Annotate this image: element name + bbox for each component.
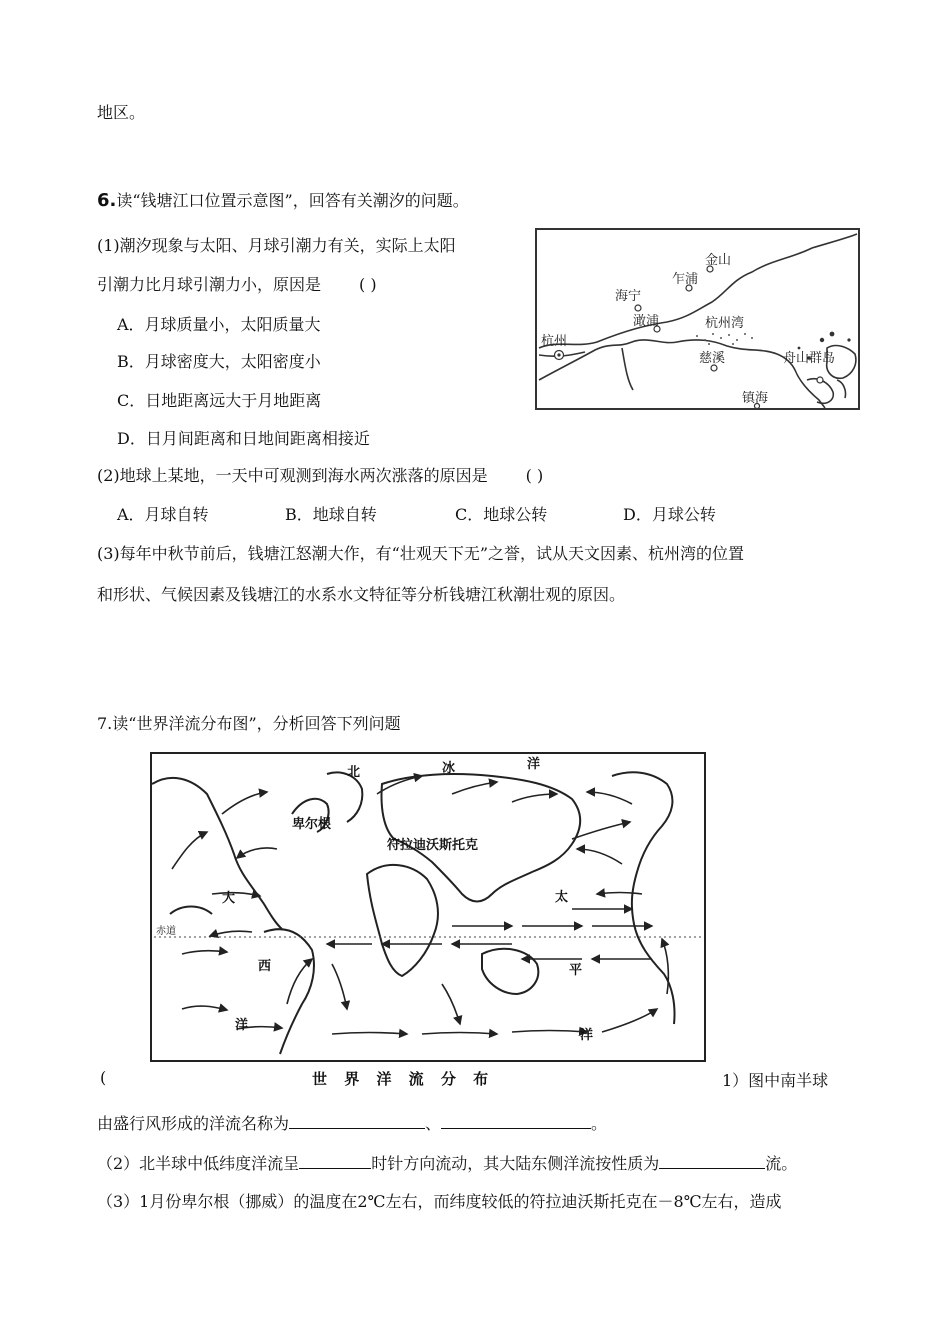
ocean-label-xi: 西 — [258, 959, 272, 974]
q6-p2-option-c[interactable]: C．地球公转 — [455, 505, 548, 524]
q6-p2-options — [117, 502, 716, 525]
ocean-label-tai: 太 — [555, 890, 569, 905]
q6-p2-line — [97, 463, 543, 486]
city-label-vladivostok: 符拉迪沃斯托克 — [387, 838, 479, 853]
tidal-dots — [696, 333, 753, 345]
q6-p3-line1: (3)每年中秋节前后，钱塘江怒潮大作，有“壮观天下无”之誉，试从天文因素、杭州湾的位置 — [97, 544, 745, 563]
equator-label: 赤道 — [156, 926, 176, 937]
q6-number: 6. — [97, 190, 117, 211]
ocean-label-bei: 北 — [347, 765, 361, 780]
map-label-zhapu: 乍浦 — [672, 272, 699, 287]
ocean-map-title: 世 界 洋 流 分 布 — [312, 1070, 495, 1088]
q6-p1-option-b[interactable]: B．月球密度大，太阳密度小 — [117, 352, 321, 371]
map-label-zhoushan: 舟山群岛 — [783, 351, 836, 366]
q6-p2-option-a[interactable]: A．月球自转 — [117, 505, 209, 524]
ocean-label-yang-south-west: 洋 — [235, 1018, 249, 1033]
q7-p1-open-paren: ( — [100, 1068, 107, 1087]
q6-p2-text: (2)地球上某地，一天中可观测到海水两次涨落的原因是 — [97, 466, 488, 485]
q7-stem: 7.读“世界洋流分布图”，分析回答下列问题 — [97, 714, 401, 733]
top-text: 地区。 — [97, 103, 146, 122]
q6-p1-option-a[interactable]: A．月球质量小，太阳质量大 — [117, 315, 321, 334]
map-label-ganpu: 澉浦 — [633, 314, 660, 329]
ocean-label-bing: 冰 — [442, 761, 456, 776]
map-label-hangzhou: 杭州 — [541, 334, 568, 349]
map-label-jinshan: 金山 — [705, 253, 732, 268]
q6-p1-line2 — [97, 272, 377, 295]
q6-p2-answer-paren[interactable]: ( ) — [525, 466, 544, 485]
map-label-haining: 海宁 — [615, 289, 642, 304]
q6-p1-option-c[interactable]: C．日地距离远大于月地距离 — [117, 391, 322, 410]
ocean-label-da: 大 — [222, 891, 236, 906]
ocean-label-yang-north: 洋 — [527, 757, 541, 772]
qiantang-map — [535, 228, 860, 410]
q6-stem: 读“钱塘江口位置示意图”，回答有关潮汐的问题。 — [116, 191, 469, 210]
q6-p1-answer-paren[interactable]: ( ) — [359, 275, 377, 294]
q6-p2-option-b[interactable]: B．地球自转 — [285, 505, 377, 524]
q7-p2-blank-1[interactable] — [299, 1154, 371, 1169]
q7-p3-line: （3）1月份卑尔根（挪威）的温度在2℃左右，而纬度较低的符拉迪沃斯托克在－8℃左右，造成 — [97, 1192, 782, 1211]
q7-p2-text-b: 时针方向流动，其大陆东侧洋流按性质为 — [371, 1154, 660, 1173]
map-label-cixi: 慈溪 — [699, 351, 726, 366]
q6-p2-option-d[interactable]: D．月球公转 — [623, 505, 716, 524]
q7-p1-end-mark: 。 — [591, 1114, 608, 1133]
current-arrows — [172, 776, 668, 1034]
map-label-zhenhai: 镇海 — [742, 391, 769, 406]
ocean-label-yang-south-east: 洋 — [580, 1028, 594, 1043]
q6-stem-line — [97, 188, 469, 211]
q7-p2-blank-2[interactable] — [659, 1154, 765, 1169]
city-label-bergen: 卑尔根 — [292, 817, 332, 832]
q6-p3-line2: 和形状、气候因素及钱塘江的水系水文特征等分析钱塘江秋潮壮观的原因。 — [97, 585, 626, 604]
q7-p2-line — [97, 1151, 797, 1174]
q6-p1-option-d[interactable]: D．日月间距离和日地间距离相接近 — [117, 429, 370, 448]
q6-p1-text: 引潮力比月球引潮力小，原因是 — [97, 275, 322, 294]
q7-p2-text-c: 流。 — [765, 1154, 798, 1173]
q7-p1-sep: 、 — [425, 1114, 442, 1133]
q7-p1-text: 由盛行风形成的洋流名称为 — [97, 1114, 290, 1133]
q7-p2-text-a: （2）北半球中低纬度洋流呈 — [97, 1154, 300, 1173]
q6-p1-line1: (1)潮汐现象与太阳、月球引潮力有关，实际上太阳 — [97, 236, 456, 255]
q7-p1-blank-2[interactable] — [441, 1114, 591, 1129]
qiantang-map-drawing — [537, 230, 858, 408]
ocean-current-map — [150, 752, 706, 1062]
ocean-current-drawing — [152, 754, 704, 1060]
ocean-label-ping: 平 — [569, 963, 583, 978]
q7-p1-text-end: 1）图中南半球 — [722, 1071, 829, 1090]
q7-p1-line2 — [97, 1111, 607, 1134]
map-label-hangzhouwan: 杭州湾 — [705, 316, 745, 331]
q7-p1-blank-1[interactable] — [289, 1114, 425, 1129]
city-markers — [555, 266, 824, 408]
